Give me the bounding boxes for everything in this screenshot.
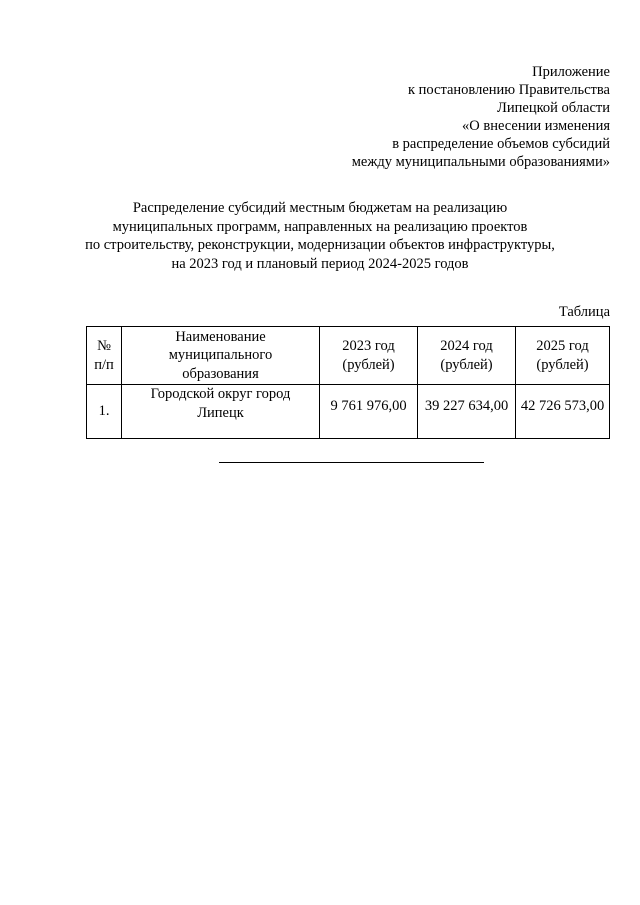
document-title <box>30 199 610 273</box>
header-2025: 2025 год (рублей) <box>516 327 610 385</box>
closing-rule <box>219 462 484 463</box>
header-2024: 2024 год (рублей) <box>418 327 516 385</box>
appendix-line: Липецкой области <box>497 100 610 116</box>
cell-municipality: Городской округ город Липецк <box>122 385 320 439</box>
header-number: № п/п <box>87 327 122 385</box>
appendix-line: к постановлению Правительства <box>408 82 610 98</box>
appendix-block <box>352 63 610 171</box>
cell-2025: 42 726 573,00 <box>516 385 610 439</box>
cell-2024: 39 227 634,00 <box>418 385 516 439</box>
cell-2023: 9 761 976,00 <box>320 385 418 439</box>
cell-number: 1. <box>87 385 122 439</box>
appendix-line: Приложение <box>532 64 610 80</box>
table-row <box>87 385 610 439</box>
table-header-row <box>87 327 610 385</box>
appendix-line: в распределение объемов субсидий <box>392 136 610 152</box>
title-line: Распределение субсидий местным бюджетам на реализацию <box>132 200 508 216</box>
appendix-line: «О внесении изменения <box>462 118 610 134</box>
subsidy-table <box>86 326 610 439</box>
table-caption: Таблица <box>558 304 610 320</box>
title-line: на 2023 год и плановый период 2024-2025 годов <box>171 255 469 272</box>
header-name: Наименование муниципального образования <box>122 327 320 385</box>
appendix-line: между муниципальными образованиями» <box>351 154 610 170</box>
header-2023: 2023 год (рублей) <box>320 327 418 385</box>
title-line: по строительству, реконструкции, модернизации объектов инфраструктуры, <box>85 237 555 253</box>
title-line: муниципальных программ, направленных на реализацию проектов <box>112 218 528 235</box>
